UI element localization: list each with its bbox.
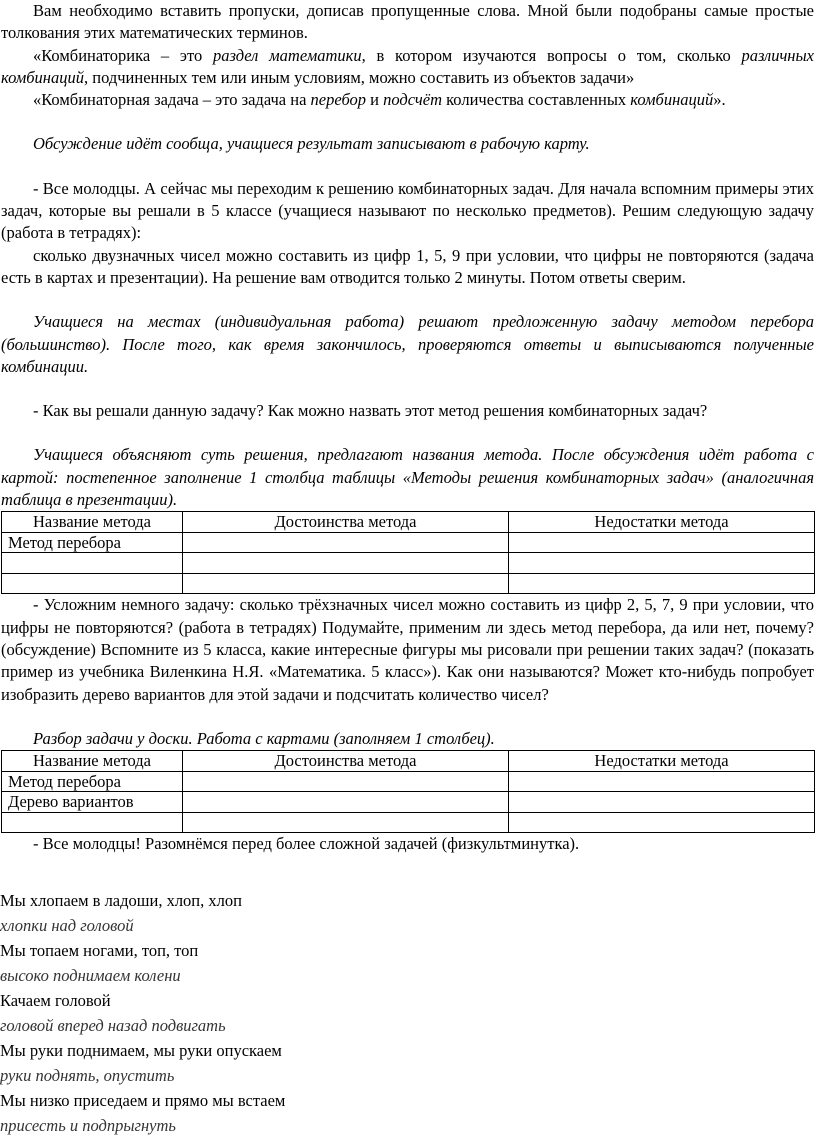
header-advantages: Достоинства метода <box>183 751 509 772</box>
rhyme-action: головой вперед назад подвигать <box>0 1016 226 1035</box>
rhyme-line: Качаем головой <box>0 991 111 1010</box>
def2-term-b: подсчёт <box>383 90 442 110</box>
warmup-paragraph: - Все молодцы! Разомнёмся перед более сложной задачей (физкультминутка). <box>33 834 580 854</box>
table-header-row <box>2 751 815 772</box>
def2-term-a: перебор <box>310 90 367 110</box>
header-advantages: Достоинства метода <box>183 512 509 533</box>
header-method-name: Название метода <box>2 512 183 533</box>
table-row <box>2 553 815 574</box>
def2-text-b: и <box>366 90 384 110</box>
def2-text-a: «Комбинаторная задача – это задача на <box>33 90 311 110</box>
task-three-digit-paragraph: - Усложним немного задачу: сколько трёхзначных чисел можно составить из цифр 2, 5, 7, 9 при условии, что цифры не повторяются? (работа в тетрадях) Подумайте, применим ли здесь метод перебора, да или нет, почему? (обсуждение) Вспомните из 5 класса, какие интересные фигуры мы рисовали при решении таких задач? (показать пример из учебника Виленкина Н.Я. «Математика. 5 класс»). Как они называются? Может кто-нибудь попробует изобразить дерево вариантов для этой задачи и подсчитать количество чисел? <box>1 595 814 704</box>
table-header-row <box>2 512 815 533</box>
header-disadvantages: Недостатки метода <box>509 751 815 772</box>
note-individual-work: Учащиеся на местах (индивидуальная работа) решают предложенную задачу методом перебора (большинство). После того, как время закончилось, проверяются ответы и выписываются полученные комбинации. <box>1 312 814 376</box>
note-card-work: Учащиеся объясняют суть решения, предлагают названия метода. После обсуждения идёт работа с картой: постепенное заполнение 1 столбца таблицы «Методы решения комбинаторных задач» (аналогичная таблица в презентации). <box>1 445 814 510</box>
lesson-text <box>1 0 814 855</box>
spacer <box>1 156 814 178</box>
definition-combinatorial-task <box>1 89 814 111</box>
methods-table-1 <box>1 511 815 594</box>
header-disadvantages: Недостатки метода <box>509 512 815 533</box>
table-row <box>2 812 815 833</box>
def2-text-d: ». <box>713 90 726 110</box>
table-cell <box>183 553 509 574</box>
methods-table-2 <box>1 750 815 833</box>
def2-term-c: комбинаций <box>630 90 714 110</box>
table-cell <box>509 532 815 553</box>
definition-combinatorics <box>1 45 814 90</box>
def1-term-b: различных комбинаций <box>1 45 814 87</box>
table-row <box>2 573 815 594</box>
table-row <box>2 792 815 813</box>
table-cell: Метод перебора <box>2 771 183 792</box>
rhyme-action: высоко поднимаем колени <box>0 966 181 985</box>
table-row <box>2 532 815 553</box>
def1-text-a: «Комбинаторика – это <box>33 45 213 65</box>
rhyme-line: Мы низко приседаем и прямо мы встаем <box>0 1091 286 1110</box>
spacer <box>1 111 814 133</box>
table-row <box>2 771 815 792</box>
spacer <box>1 706 814 728</box>
table-cell <box>183 771 509 792</box>
exercise-rhyme <box>0 888 600 1138</box>
table-cell <box>509 553 815 574</box>
task-intro-paragraph: - Все молодцы. А сейчас мы переходим к решению комбинаторных задач. Для начала вспомним примеры этих задач, которые вы решали в 5 классе (учащиеся называют по несколько предметов). Решим следующую задачу (работа в тетрадях): <box>1 178 814 243</box>
table-cell <box>509 771 815 792</box>
question-method: - Как вы решали данную задачу? Как можно назвать этот метод решения комбинаторных задач? <box>33 401 708 421</box>
table-cell <box>509 792 815 813</box>
table-cell <box>509 812 815 833</box>
table-cell <box>2 553 183 574</box>
note-discussion: Обсуждение идёт сообща, учащиеся результат записывают в рабочую карту. <box>33 134 590 154</box>
rhyme-line: Мы руки поднимаем, мы руки опускаем <box>0 1041 282 1060</box>
task-two-digit-paragraph: сколько двузначных чисел можно составить из цифр 1, 5, 9 при условии, что цифры не повторяются (задача есть в картах и презентации). На решение вам отводится только 2 минуты. Потом ответы сверим. <box>1 245 814 287</box>
table-cell <box>183 532 509 553</box>
table-cell <box>509 573 815 594</box>
rhyme-action: хлопки над головой <box>0 916 134 935</box>
table-cell <box>2 812 183 833</box>
spacer <box>1 422 814 444</box>
def2-text-c: количества составленных <box>442 90 631 110</box>
table-cell <box>183 812 509 833</box>
intro-paragraph: Вам необходимо вставить пропуски, дописав пропущенные слова. Мной были подобраны самые простые толкования этих математических терминов. <box>1 1 814 43</box>
table-cell: Дерево вариантов <box>2 792 183 813</box>
def1-text-b: , в котором изучаются вопросы о том, сколько <box>361 45 742 65</box>
header-method-name: Название метода <box>2 751 183 772</box>
rhyme-line: Мы хлопаем в ладоши, хлоп, хлоп <box>0 891 242 910</box>
def1-text-c: , подчиненных тем или иным условиям, можно составить из объектов задачи» <box>83 67 635 87</box>
table-cell <box>2 573 183 594</box>
note-board-work: Разбор задачи у доски. Работа с картами (заполняем 1 столбец). <box>33 728 495 748</box>
table-cell <box>183 573 509 594</box>
rhyme-action: присесть и подпрыгнуть <box>0 1116 176 1135</box>
table-cell <box>183 792 509 813</box>
rhyme-line: Мы топаем ногами, топ, топ <box>0 941 199 960</box>
table-cell: Метод перебора <box>2 532 183 553</box>
def1-term-a: раздел математики <box>213 45 362 65</box>
spacer <box>1 378 814 400</box>
spacer <box>1 289 814 311</box>
rhyme-action: руки поднять, опустить <box>0 1066 175 1085</box>
